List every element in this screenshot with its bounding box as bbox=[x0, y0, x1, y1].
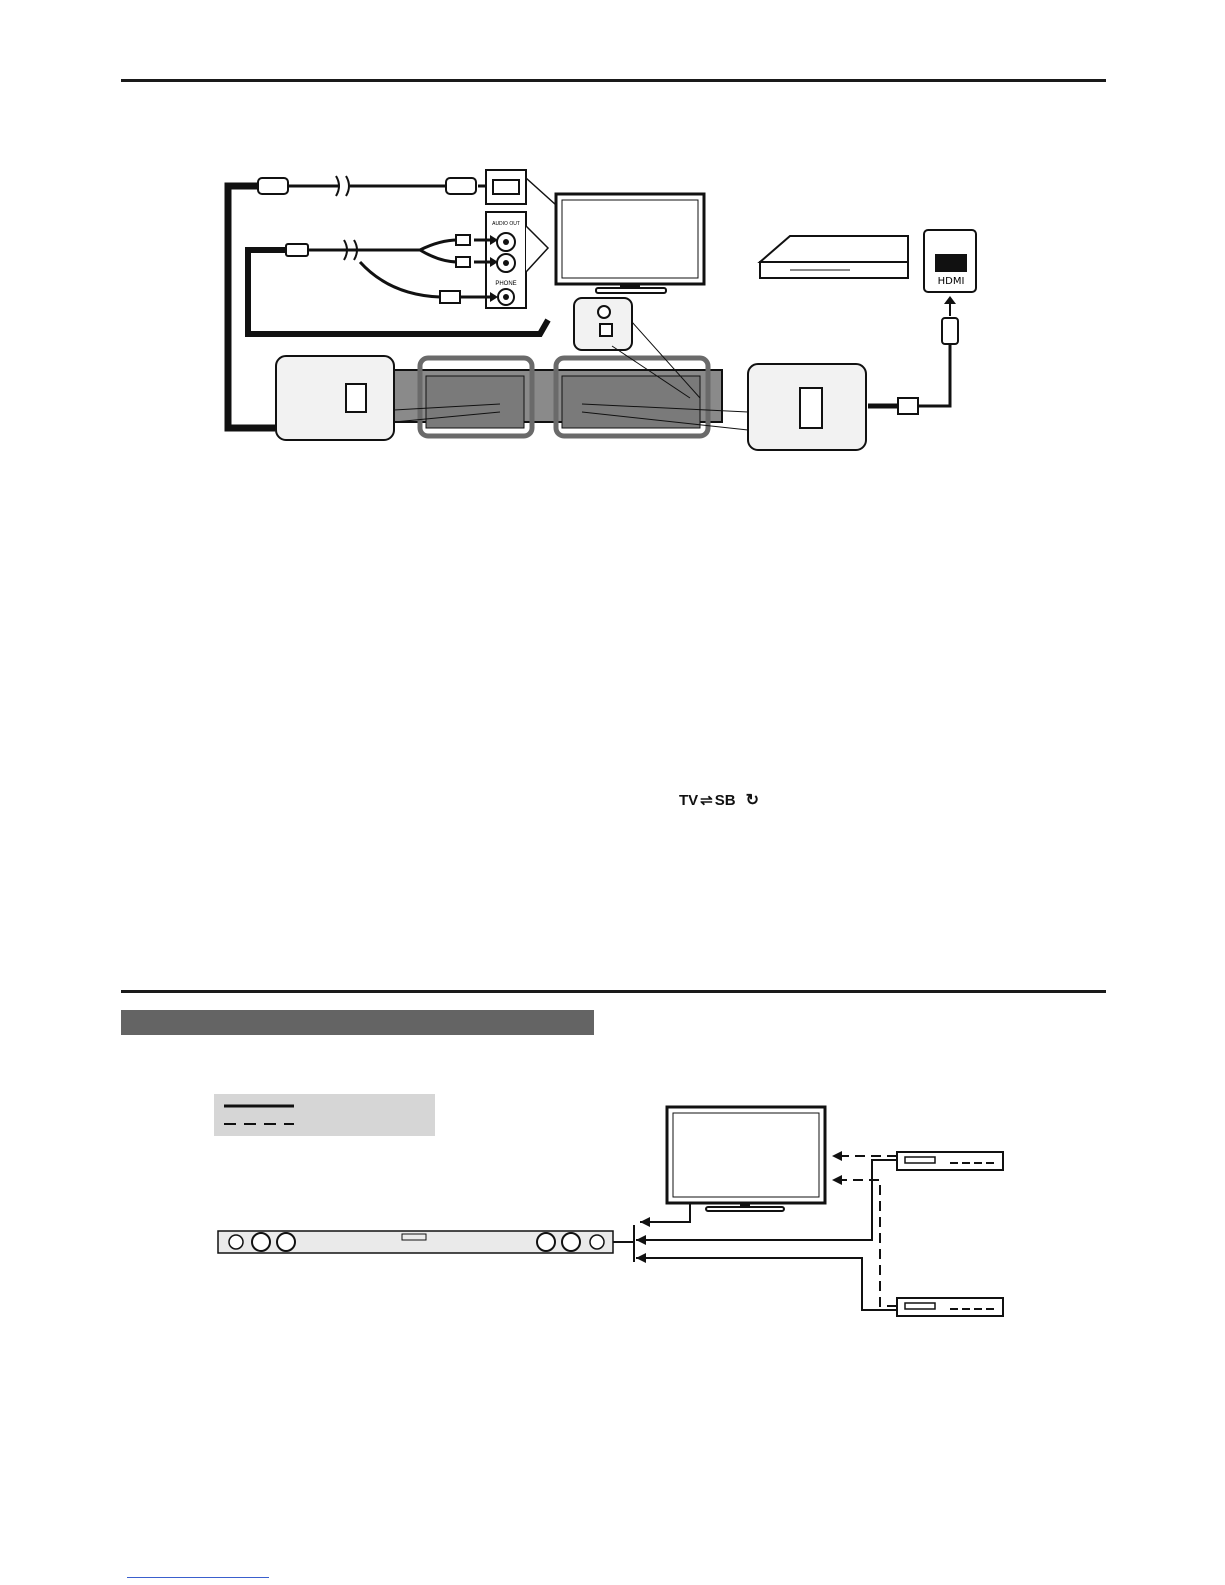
sb-label: SB bbox=[714, 792, 736, 809]
dashed-connections bbox=[832, 1151, 897, 1306]
hdmi-port-label: HDMI bbox=[937, 276, 965, 287]
audio-out-label: AUDIO OUT bbox=[492, 221, 520, 227]
switch-arrows: ⇌ bbox=[700, 792, 713, 809]
soundbar-icon bbox=[218, 1231, 634, 1253]
cycle-icon: ↻ bbox=[745, 792, 759, 809]
tv-label: TV bbox=[679, 792, 699, 809]
set-top-box-icon bbox=[897, 1152, 1003, 1170]
footer-link-underline bbox=[127, 1577, 269, 1578]
phone-label: PHONE bbox=[495, 281, 517, 287]
tv-icon bbox=[667, 1107, 825, 1211]
set-top-box-icon-2 bbox=[897, 1298, 1003, 1316]
